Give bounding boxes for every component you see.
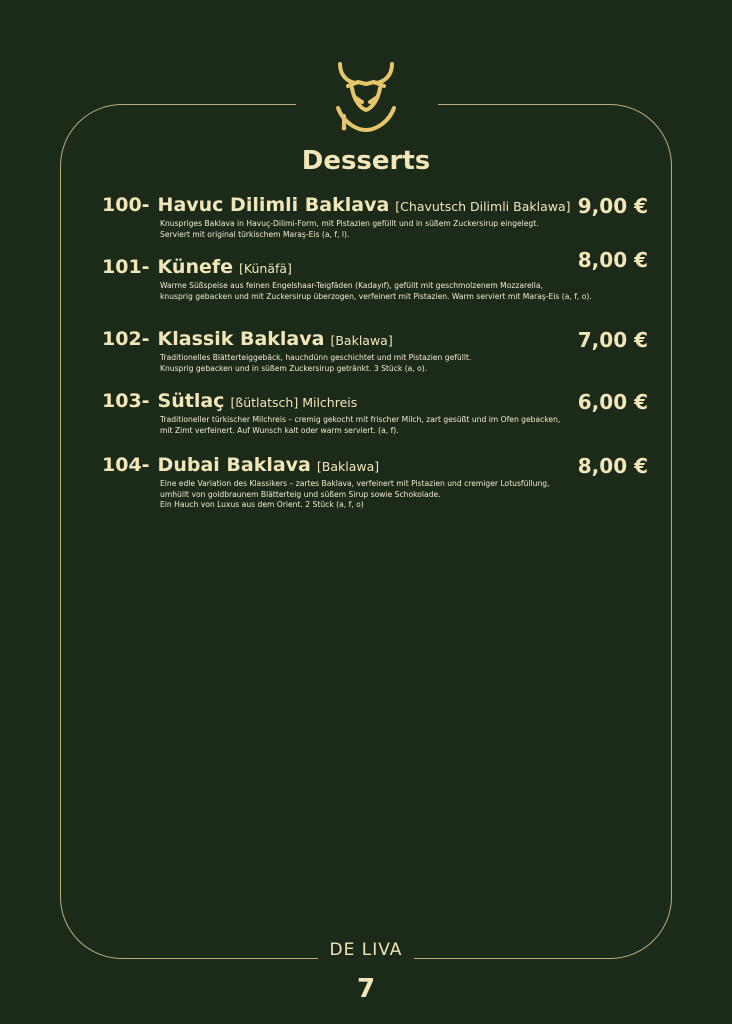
item-number: 103- bbox=[102, 390, 150, 412]
item-name: Künefe bbox=[157, 256, 234, 278]
item-name: Klassik Baklava bbox=[157, 328, 325, 350]
description-line: mit Zimt verfeinert. Auf Wunsch kalt oder warm serviert. (a, f). bbox=[160, 425, 399, 435]
description-line: Knusprig gebacken und in süßem Zuckersirup getränkt. 3 Stück (a, o). bbox=[160, 363, 428, 373]
description-line: knusprig gebacken und mit Zuckersirup überzogen, verfeinert mit Pistazien. Warm serviert mit Maraş-Eis (a, f, o). bbox=[160, 291, 592, 301]
brand-name: DE LIVA bbox=[329, 940, 403, 960]
description-line: Eine edle Variation des Klassikers – zartes Baklava, verfeinert mit Pistazien und cremiger Lotusfüllung, bbox=[160, 479, 550, 488]
item-price: 8,00 € bbox=[577, 454, 648, 478]
description-line: Traditionelles Blätterteiggebäck, hauchdünn geschichtet und mit Pistazien gefüllt. bbox=[160, 353, 472, 362]
item-description bbox=[160, 281, 652, 302]
item-description bbox=[160, 479, 652, 511]
item-number: 102- bbox=[102, 328, 150, 350]
item-description bbox=[160, 415, 652, 436]
description-line: Serviert mit original türkischem Maraş-Eis (a, f, l). bbox=[160, 229, 350, 239]
item-alt-name: [Chavutsch Dilimli Baklawa] bbox=[395, 199, 571, 214]
description-line: Warme Süßspeise aus feinen Engelshaar-Teigfäden (Kadayıf), gefüllt mit geschmolzenem Mozzarella, bbox=[160, 281, 543, 290]
menu-item bbox=[102, 248, 652, 302]
item-description bbox=[160, 353, 652, 374]
description-line: Traditioneller türkischer Milchreis – cremig gekocht mit frischer Milch, zart gesüßt und im Ofen gebacken, bbox=[160, 415, 561, 424]
menu-item bbox=[102, 454, 652, 511]
description-line: Ein Hauch von Luxus aus dem Orient. 2 Stück (a, f, o) bbox=[160, 500, 364, 510]
menu-item bbox=[102, 194, 652, 240]
description-line: umhüllt von goldbraunem Blätterteig und süßem Sirup sowie Schokolade. bbox=[160, 489, 441, 499]
item-alt-name: [Künäfä] bbox=[239, 261, 292, 276]
item-price: 8,00 € bbox=[577, 248, 648, 272]
item-price: 6,00 € bbox=[577, 390, 648, 414]
item-number: 101- bbox=[102, 256, 150, 278]
item-name: Sütlaç bbox=[157, 390, 225, 412]
item-alt-name: [Baklawa] bbox=[316, 459, 380, 474]
item-name: Havuc Dilimli Baklava bbox=[157, 194, 390, 216]
bull-head-logo-icon bbox=[334, 58, 398, 134]
menu-item bbox=[102, 328, 652, 374]
item-alt-name: [Baklawa] bbox=[330, 333, 393, 348]
page-number: 7 bbox=[356, 974, 376, 1004]
item-number: 100- bbox=[102, 194, 150, 216]
item-price: 7,00 € bbox=[577, 328, 648, 352]
description-line: Knuspriges Baklava in Havuç-Dilimi-Form, mit Pistazien gefüllt und in süßem Zuckersirup eingelegt. bbox=[160, 219, 539, 228]
item-number: 104- bbox=[102, 454, 150, 476]
section-title: Desserts bbox=[301, 146, 431, 176]
item-alt-name: [ßütlatsch] Milchreis bbox=[230, 395, 358, 410]
item-description bbox=[160, 219, 652, 240]
item-price: 9,00 € bbox=[577, 194, 648, 218]
item-name: Dubai Baklava bbox=[157, 454, 311, 476]
menu-item bbox=[102, 390, 652, 436]
